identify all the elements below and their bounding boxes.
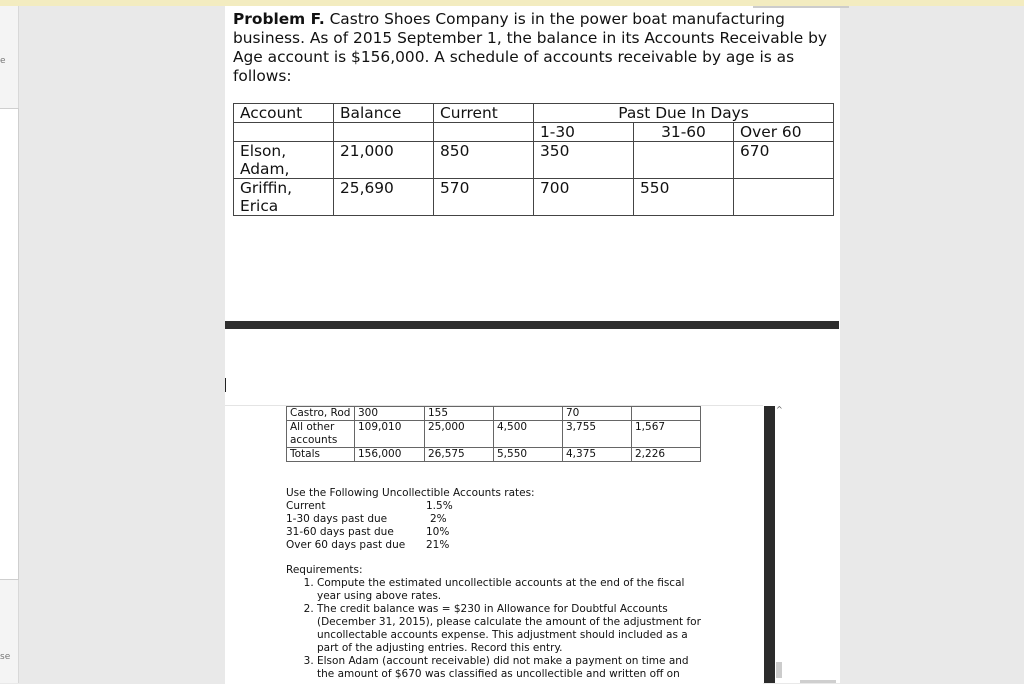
- problem-statement: [233, 10, 838, 86]
- rate-row: [286, 526, 535, 539]
- scroll-thumb[interactable]: [776, 662, 782, 678]
- list-item: 1. Compute the estimated uncollectible accounts at the end of the fiscal year using above rates.: [317, 577, 706, 603]
- rate-value: 10%: [426, 526, 450, 538]
- list-item: 2. The credit balance was = $230 in Allowance for Doubtful Accounts (December 31, 2015), please calculate the amount of the adjustment for uncollectable accounts expense. This adjustment should included as a part of the adjusting entries. Record this entry.: [317, 603, 706, 655]
- rate-label: Current: [286, 500, 326, 512]
- rate-label: Over 60 days past due: [286, 539, 406, 551]
- list-item: 3. Elson Adam (account receivable) did not make a payment on time and the amount of $670 was classified as uncollectible and written off on: [317, 655, 706, 681]
- subheader-over-60: Over 60: [734, 123, 834, 142]
- header-current: Current: [434, 104, 534, 123]
- table-row: [287, 448, 701, 462]
- rate-row: [286, 539, 535, 552]
- scroll-up-arrow-icon[interactable]: ^: [776, 405, 783, 414]
- problem-label: Problem F.: [233, 10, 325, 28]
- cell-account: Castro, Rod: [287, 407, 355, 421]
- cell-1-30: 700: [534, 179, 634, 216]
- cell-1-30: 5,550: [494, 448, 563, 462]
- rate-row: [286, 500, 535, 513]
- cell-current: 850: [434, 142, 534, 179]
- cell-account: All other accounts: [287, 421, 355, 448]
- rate-value: 2%: [430, 513, 447, 525]
- table-row: [234, 142, 834, 179]
- receivables-continued-table: [286, 406, 701, 462]
- table-subheader-row: [234, 123, 834, 142]
- header-account: Account: [234, 104, 334, 123]
- cell-balance: 21,000: [334, 142, 434, 179]
- scrollbar[interactable]: [764, 406, 775, 683]
- cell-over-60: 1,567: [632, 421, 701, 448]
- cell-account: Elson, Adam,: [234, 142, 334, 179]
- cell-account: Totals: [287, 448, 355, 462]
- cell-current: 25,000: [425, 421, 494, 448]
- header-past-due: Past Due In Days: [534, 104, 834, 123]
- cell-31-60: [634, 142, 734, 179]
- cell-31-60: 4,375: [563, 448, 632, 462]
- cell-1-30: 350: [534, 142, 634, 179]
- cell-balance: 25,690: [334, 179, 434, 216]
- table-row: [287, 407, 701, 421]
- cell-account: Griffin, Erica: [234, 179, 334, 216]
- header-balance: Balance: [334, 104, 434, 123]
- cell-over-60: 670: [734, 142, 834, 179]
- cell-1-30: [494, 407, 563, 421]
- subheader-1-30: 1-30: [534, 123, 634, 142]
- requirements-section: [286, 564, 706, 681]
- cell-balance: 109,010: [355, 421, 425, 448]
- left-edge-text: e: [0, 56, 6, 66]
- cell-current: 155: [425, 407, 494, 421]
- receivables-table: [233, 103, 834, 216]
- cell-over-60: 2,226: [632, 448, 701, 462]
- rates-section: [286, 487, 535, 552]
- cell-balance: 156,000: [355, 448, 425, 462]
- rate-row: [286, 513, 535, 526]
- cell-over-60: [734, 179, 834, 216]
- left-side-box: [0, 108, 19, 580]
- page-tab: [753, 6, 849, 8]
- requirements-list: [286, 577, 706, 681]
- cell-over-60: [632, 407, 701, 421]
- rate-value: 1.5%: [426, 500, 453, 512]
- table-row: [234, 179, 834, 216]
- cell-current: 570: [434, 179, 534, 216]
- requirements-title: Requirements:: [286, 564, 363, 576]
- cell-current: 26,575: [425, 448, 494, 462]
- cell-31-60: 550: [634, 179, 734, 216]
- section-divider: [225, 321, 839, 329]
- table-header-row: [234, 104, 834, 123]
- subheader-31-60: 31-60: [634, 123, 734, 142]
- table-row: [287, 421, 701, 448]
- rates-title: Use the Following Uncollectible Accounts rates:: [286, 487, 535, 499]
- rate-value: 21%: [426, 539, 450, 551]
- left-edge-text-bottom: se: [0, 652, 11, 662]
- problem-text: Castro Shoes Company is in the power boat manufacturing business. As of 2015 September 1, the balance in its Accounts Receivable by Age account is $156,000. A schedule of accounts receivable by age is as follows:: [233, 10, 827, 85]
- rate-label: 31-60 days past due: [286, 526, 394, 538]
- cell-31-60: 70: [563, 407, 632, 421]
- cell-1-30: 4,500: [494, 421, 563, 448]
- cell-31-60: 3,755: [563, 421, 632, 448]
- cell-balance: 300: [355, 407, 425, 421]
- text-cursor: [225, 378, 226, 392]
- rate-label: 1-30 days past due: [286, 513, 388, 525]
